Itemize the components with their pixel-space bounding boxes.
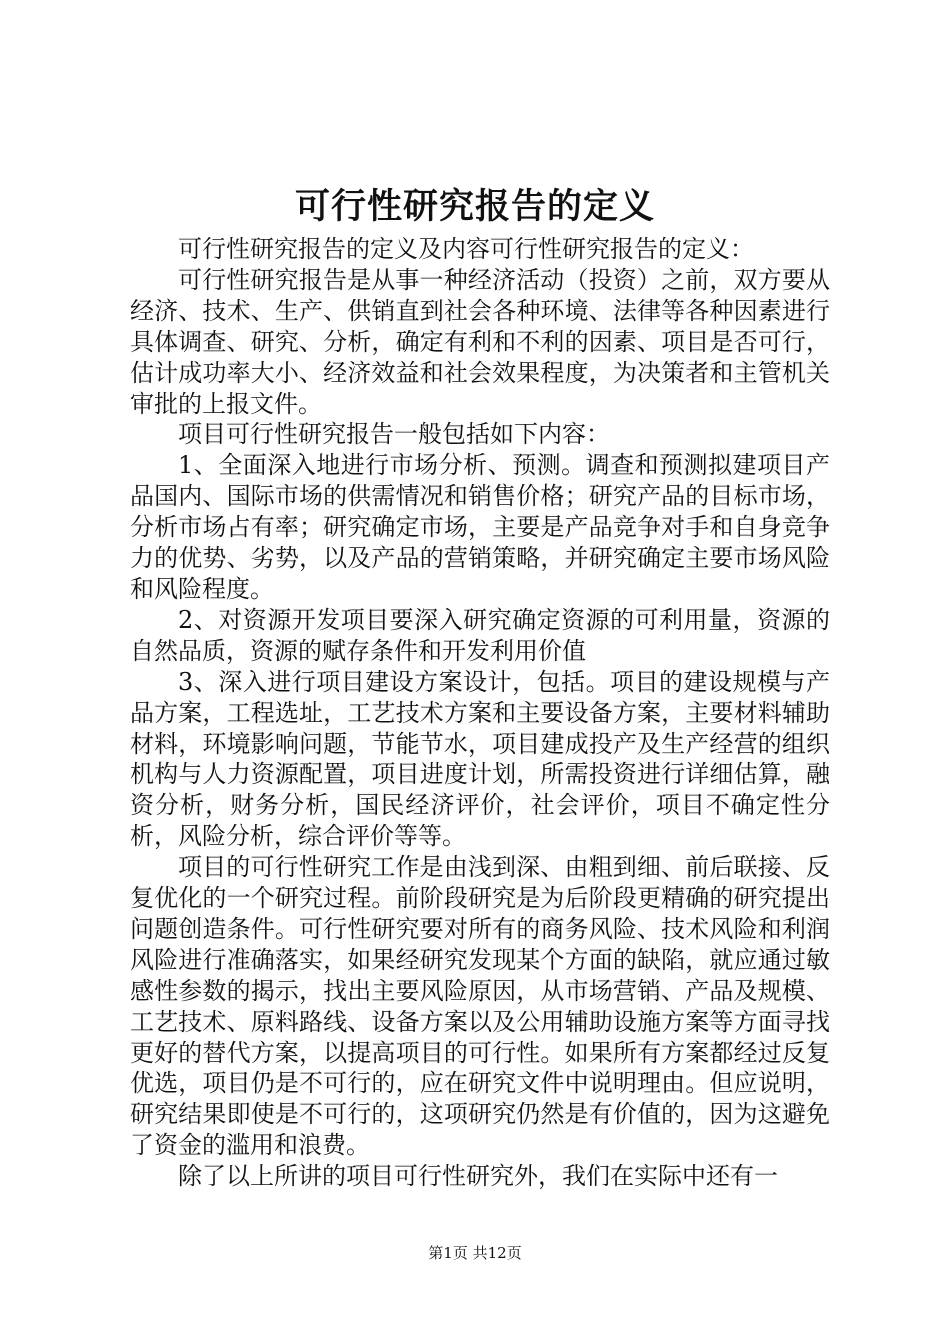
paragraph-contents-heading: 项目可行性研究报告一般包括如下内容： — [178, 420, 610, 449]
paragraph-continued: 除了以上所讲的项目可行性研究外，我们在实际中还有一 — [178, 1162, 778, 1191]
page-number: 第1页 共12页 — [428, 1244, 522, 1262]
paragraph-item-2: 2、对资源开发项目要深入研究确定资源的可利用量，资源的自然品质，资源的赋存条件和开发利用价值 — [130, 605, 830, 665]
paragraph-intro: 可行性研究报告的定义及内容可行性研究报告的定义： — [178, 235, 754, 263]
document-body — [130, 234, 830, 1192]
paragraph-item-1: 1、全面深入地进行市场分析、预测。调查和预测拟建项目产品国内、国际市场的供需情况和销售价格；研究产品的目标市场，分析市场占有率；研究确定市场，主要是产品竞争对手和自身竞争力的优势、劣势，以及产品的营销策略，并研究确定主要市场风险和风险程度。 — [130, 451, 830, 603]
paragraph-process: 项目的可行性研究工作是由浅到深、由粗到细、前后联接、反复优化的一个研究过程。前阶段研究是为后阶段更精确的研究提出问题创造条件。可行性研究要对所有的商务风险、技术风险和利润风险进行准确落实，如果经研究发现某个方面的缺陷，就应通过敏感性参数的揭示，找出主要风险原因，从市场营销、产品及规模、工艺技术、原料路线、设备方案以及公用辅助设施方案等方面寻找更好的替代方案，以提高项目的可行性。如果所有方案都经过反复优选，项目仍是不可行的，应在研究文件中说明理由。但应说明，研究结果即使是不可行的，这项研究仍然是有价值的，因为这避免了资金的滥用和浪费。 — [130, 853, 830, 1160]
paragraph-item-3: 3、深入进行项目建设方案设计，包括。项目的建设规模与产品方案，工程选址，工艺技术方案和主要设备方案，主要材料辅助材料，环境影响问题，节能节水，项目建成投产及生产经营的组织机构与人力资源配置，项目进度计划，所需投资进行详细估算，融资分析，财务分析，国民经济评价，社会评价，项目不确定性分析，风险分析，综合评价等等。 — [130, 667, 830, 851]
document-title: 可行性研究报告的定义 — [294, 186, 655, 227]
paragraph-definition: 可行性研究报告是从事一种经济活动（投资）之前，双方要从经济、技术、生产、供销直到社会各种环境、法律等各种因素进行具体调查、研究、分析，确定有利和不利的因素、项目是否可行，估计成功率大小、经济效益和社会效果程度，为决策者和主管机关审批的上报文件。 — [130, 265, 830, 418]
